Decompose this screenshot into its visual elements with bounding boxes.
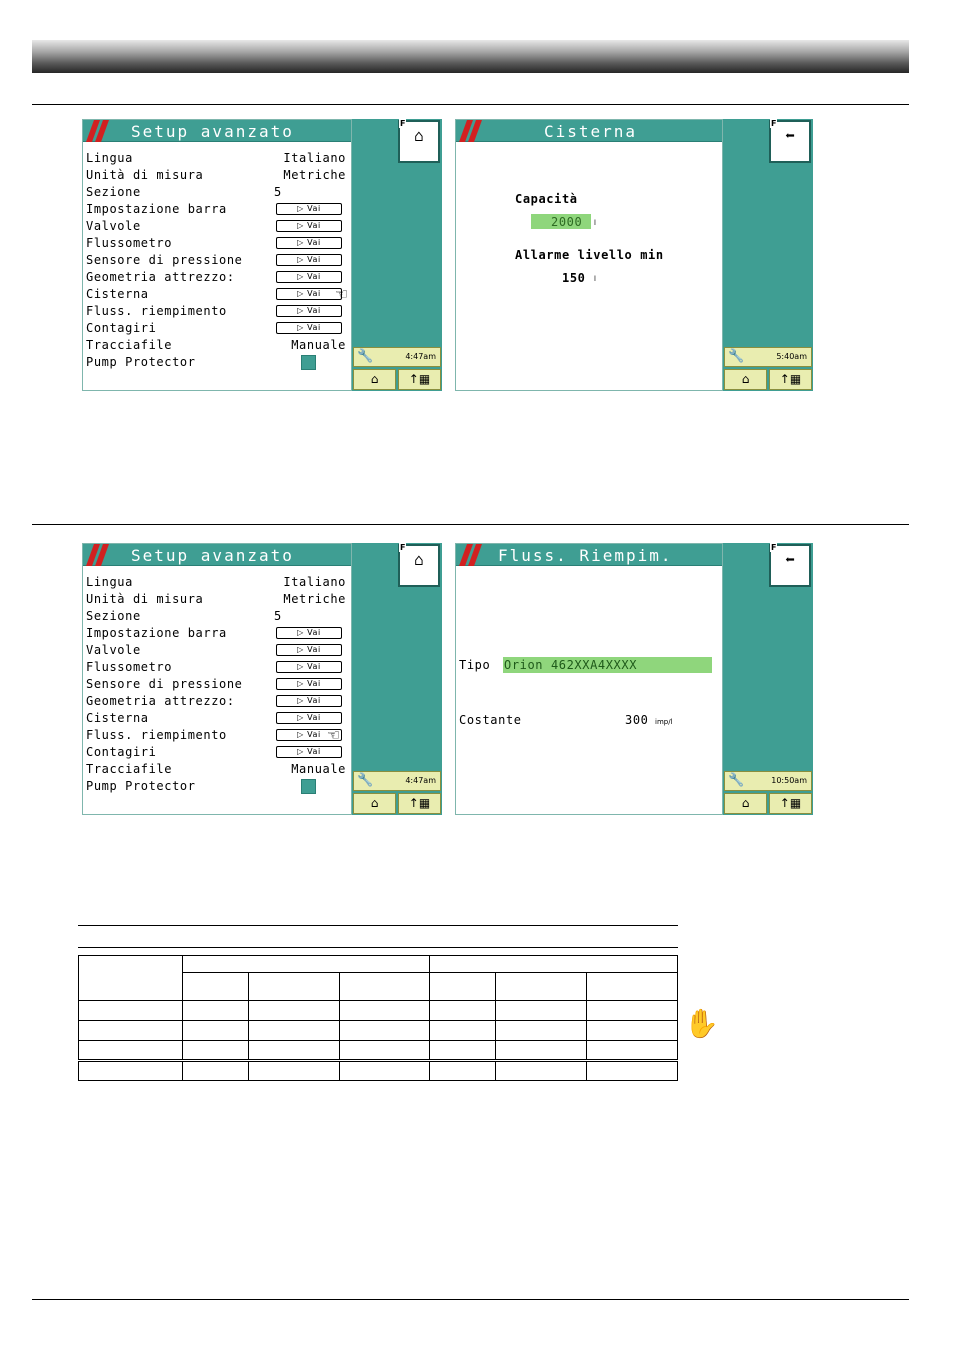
back-arrow-icon: ⬅ xyxy=(785,126,795,145)
vai-button[interactable]: ▷ Vai xyxy=(276,644,342,656)
vai-button[interactable]: ▷ Vai xyxy=(276,661,342,673)
setting-row[interactable] xyxy=(86,321,350,338)
setting-row[interactable] xyxy=(86,626,350,643)
clock-time: 4:47am xyxy=(405,776,436,785)
alarm-unit: l xyxy=(594,275,596,283)
setting-label: Valvole xyxy=(86,219,141,233)
f-key-button[interactable]: F ⬅ xyxy=(769,120,811,163)
pump-protector-checkbox[interactable] xyxy=(301,779,316,794)
setting-value[interactable]: 5 xyxy=(274,185,282,199)
setting-label: Pump Protector xyxy=(86,779,196,793)
divider xyxy=(32,1299,909,1300)
header-bar xyxy=(32,40,909,73)
vai-button[interactable]: ▷ Vai xyxy=(276,288,342,300)
costante-unit: imp/l xyxy=(655,718,673,726)
wrench-icon: 🔧 xyxy=(357,773,374,788)
vai-button[interactable]: ▷ Vai xyxy=(276,678,342,690)
setting-label: Flussometro xyxy=(86,660,173,674)
setting-label: Sensore di pressione xyxy=(86,253,243,267)
setting-row[interactable] xyxy=(86,745,350,762)
softkey-bar xyxy=(352,119,442,391)
f-key-button[interactable]: F ⌂ xyxy=(398,120,440,163)
tipo-label: Tipo xyxy=(459,658,491,672)
capacity-value: 2000 xyxy=(551,215,583,229)
home-icon: ⌂ xyxy=(741,372,750,386)
menu-up-button[interactable] xyxy=(769,793,812,814)
setting-label: Cisterna xyxy=(86,711,149,725)
setting-row[interactable] xyxy=(86,643,350,660)
setup-panel xyxy=(82,543,352,815)
data-table xyxy=(78,955,678,1081)
fluss-screen xyxy=(455,543,815,815)
setting-value[interactable]: Metriche xyxy=(283,592,346,606)
setting-label: Geometria attrezzo: xyxy=(86,694,235,708)
costante-label: Costante xyxy=(459,713,522,727)
setting-row[interactable] xyxy=(86,270,350,287)
home-button[interactable] xyxy=(724,369,767,390)
setting-label: Geometria attrezzo: xyxy=(86,270,235,284)
vai-button[interactable]: ▷ Vai xyxy=(276,695,342,707)
wrench-icon: 🔧 xyxy=(728,349,745,364)
capacity-unit: l xyxy=(594,219,596,227)
title-bar xyxy=(83,120,351,142)
setting-label: Sezione xyxy=(86,609,141,623)
setting-label: Sezione xyxy=(86,185,141,199)
brand-logo-icon xyxy=(456,544,498,566)
setting-row[interactable] xyxy=(86,236,350,253)
setting-row[interactable] xyxy=(86,304,350,321)
setting-label: Unità di misura xyxy=(86,592,204,606)
status-bar xyxy=(724,347,812,367)
setting-value[interactable]: Manuale xyxy=(291,762,346,776)
home-button[interactable] xyxy=(353,793,396,814)
screen-title: Setup avanzato xyxy=(131,546,294,565)
divider xyxy=(32,524,909,525)
setting-label: Pump Protector xyxy=(86,355,196,369)
setting-label: Tracciafile xyxy=(86,762,173,776)
setting-row[interactable] xyxy=(86,728,350,745)
f-key-button[interactable]: F ⬅ xyxy=(769,544,811,587)
home-icon: ⌂ xyxy=(370,372,379,386)
alarm-value[interactable]: 150 xyxy=(562,271,586,285)
setting-value[interactable]: Italiano xyxy=(283,151,346,165)
table-row xyxy=(79,1021,678,1041)
table-rule xyxy=(78,925,678,926)
vai-button[interactable]: ▷ Vai xyxy=(276,254,342,266)
vai-button[interactable]: ▷ Vai xyxy=(276,271,342,283)
status-bar xyxy=(353,347,441,367)
capacity-label: Capacità xyxy=(515,192,578,206)
setup-screen-1 xyxy=(82,119,442,391)
setting-row[interactable] xyxy=(86,355,350,372)
status-bar xyxy=(353,771,441,791)
softkey-bar xyxy=(723,119,813,391)
setting-label: Contagiri xyxy=(86,321,157,335)
setting-value[interactable]: Italiano xyxy=(283,575,346,589)
setting-row[interactable] xyxy=(86,694,350,711)
stop-hand-icon: ✋ xyxy=(684,1007,719,1040)
setting-value[interactable]: 5 xyxy=(274,609,282,623)
title-bar xyxy=(83,544,351,566)
setting-label: Lingua xyxy=(86,151,133,165)
setting-row[interactable] xyxy=(86,711,350,728)
setting-label: Sensore di pressione xyxy=(86,677,243,691)
screen-title: Cisterna xyxy=(544,122,638,141)
vai-button[interactable]: ▷ Vai xyxy=(276,746,342,758)
setting-row[interactable] xyxy=(86,253,350,270)
setting-label: Valvole xyxy=(86,643,141,657)
home-button[interactable] xyxy=(353,369,396,390)
softkey-bar xyxy=(723,543,813,815)
table-row xyxy=(79,1041,678,1061)
screen-title: Setup avanzato xyxy=(131,122,294,141)
screen-title: Fluss. Riempim. xyxy=(498,546,673,565)
setting-row[interactable] xyxy=(86,575,350,592)
clock-time: 4:47am xyxy=(405,352,436,361)
setting-row[interactable] xyxy=(86,779,350,796)
setting-value[interactable]: Manuale xyxy=(291,338,346,352)
arrow-up-grid-icon: ↑▦ xyxy=(779,796,802,810)
status-bar xyxy=(724,771,812,791)
f-key-button[interactable]: F ⌂ xyxy=(398,544,440,587)
brand-logo-icon xyxy=(83,120,125,142)
pump-protector-checkbox[interactable] xyxy=(301,355,316,370)
back-arrow-icon: ⬅ xyxy=(785,550,795,569)
vai-button[interactable]: ▷ Vai xyxy=(276,712,342,724)
setting-label: Lingua xyxy=(86,575,133,589)
setting-row[interactable] xyxy=(86,168,350,185)
pointing-hand-icon: ☜ xyxy=(335,285,349,303)
pointing-hand-icon: ☜ xyxy=(327,726,341,744)
setting-row[interactable] xyxy=(86,202,350,219)
menu-up-button[interactable] xyxy=(398,793,441,814)
tipo-value: Orion 462XXA4XXXX xyxy=(504,658,638,672)
softkey-bar xyxy=(352,543,442,815)
home-icon: ⌂ xyxy=(370,796,379,810)
wrench-icon: 🔧 xyxy=(357,349,374,364)
setup-screen-2 xyxy=(82,543,442,815)
table-row xyxy=(79,1001,678,1021)
costante-value[interactable]: 300 xyxy=(625,713,649,727)
setup-panel xyxy=(82,119,352,391)
home-button[interactable] xyxy=(724,793,767,814)
setting-label: Impostazione barra xyxy=(86,626,227,640)
table-rule xyxy=(78,947,678,948)
setting-value[interactable]: Metriche xyxy=(283,168,346,182)
divider xyxy=(32,104,909,105)
clock-time: 5:40am xyxy=(776,352,807,361)
setting-row[interactable] xyxy=(86,219,350,236)
setting-row[interactable] xyxy=(86,762,350,779)
setting-label: Unità di misura xyxy=(86,168,204,182)
alarm-label: Allarme livello min xyxy=(515,248,664,262)
brand-logo-icon xyxy=(83,544,125,566)
setting-row[interactable] xyxy=(86,677,350,694)
menu-up-button[interactable] xyxy=(769,369,812,390)
setting-row[interactable] xyxy=(86,185,350,202)
wrench-icon: 🔧 xyxy=(728,773,745,788)
table-row xyxy=(79,1061,678,1081)
clock-time: 10:50am xyxy=(771,776,807,785)
setting-row[interactable] xyxy=(86,287,350,304)
title-bar xyxy=(456,544,722,566)
cisterna-panel xyxy=(455,119,723,391)
arrow-up-grid-icon: ↑▦ xyxy=(408,796,431,810)
setting-row[interactable] xyxy=(86,592,350,609)
cisterna-screen xyxy=(455,119,815,391)
setting-label: Fluss. riempimento xyxy=(86,728,227,742)
vai-button[interactable]: ▷ Vai xyxy=(276,729,342,741)
arrow-up-grid-icon: ↑▦ xyxy=(779,372,802,386)
title-bar xyxy=(456,120,722,142)
vai-button[interactable]: ▷ Vai xyxy=(276,203,342,215)
vai-button[interactable]: ▷ Vai xyxy=(276,322,342,334)
setting-row[interactable] xyxy=(86,660,350,677)
setting-label: Impostazione barra xyxy=(86,202,227,216)
home-icon: ⌂ xyxy=(741,796,750,810)
fluss-panel xyxy=(455,543,723,815)
setting-label: Cisterna xyxy=(86,287,149,301)
menu-up-button[interactable] xyxy=(398,369,441,390)
setting-label: Fluss. riempimento xyxy=(86,304,227,318)
table-row xyxy=(79,956,678,973)
setting-label: Tracciafile xyxy=(86,338,173,352)
brand-logo-icon xyxy=(456,120,498,142)
vai-button[interactable]: ▷ Vai xyxy=(276,627,342,639)
vai-button[interactable]: ▷ Vai xyxy=(276,305,342,317)
setting-row[interactable] xyxy=(86,151,350,168)
setting-row[interactable] xyxy=(86,609,350,626)
home-gear-icon: ⌂ xyxy=(414,550,424,569)
setting-row[interactable] xyxy=(86,338,350,355)
vai-button[interactable]: ▷ Vai xyxy=(276,237,342,249)
arrow-up-grid-icon: ↑▦ xyxy=(408,372,431,386)
home-gear-icon: ⌂ xyxy=(414,126,424,145)
setting-label: Flussometro xyxy=(86,236,173,250)
vai-button[interactable]: ▷ Vai xyxy=(276,220,342,232)
setting-label: Contagiri xyxy=(86,745,157,759)
